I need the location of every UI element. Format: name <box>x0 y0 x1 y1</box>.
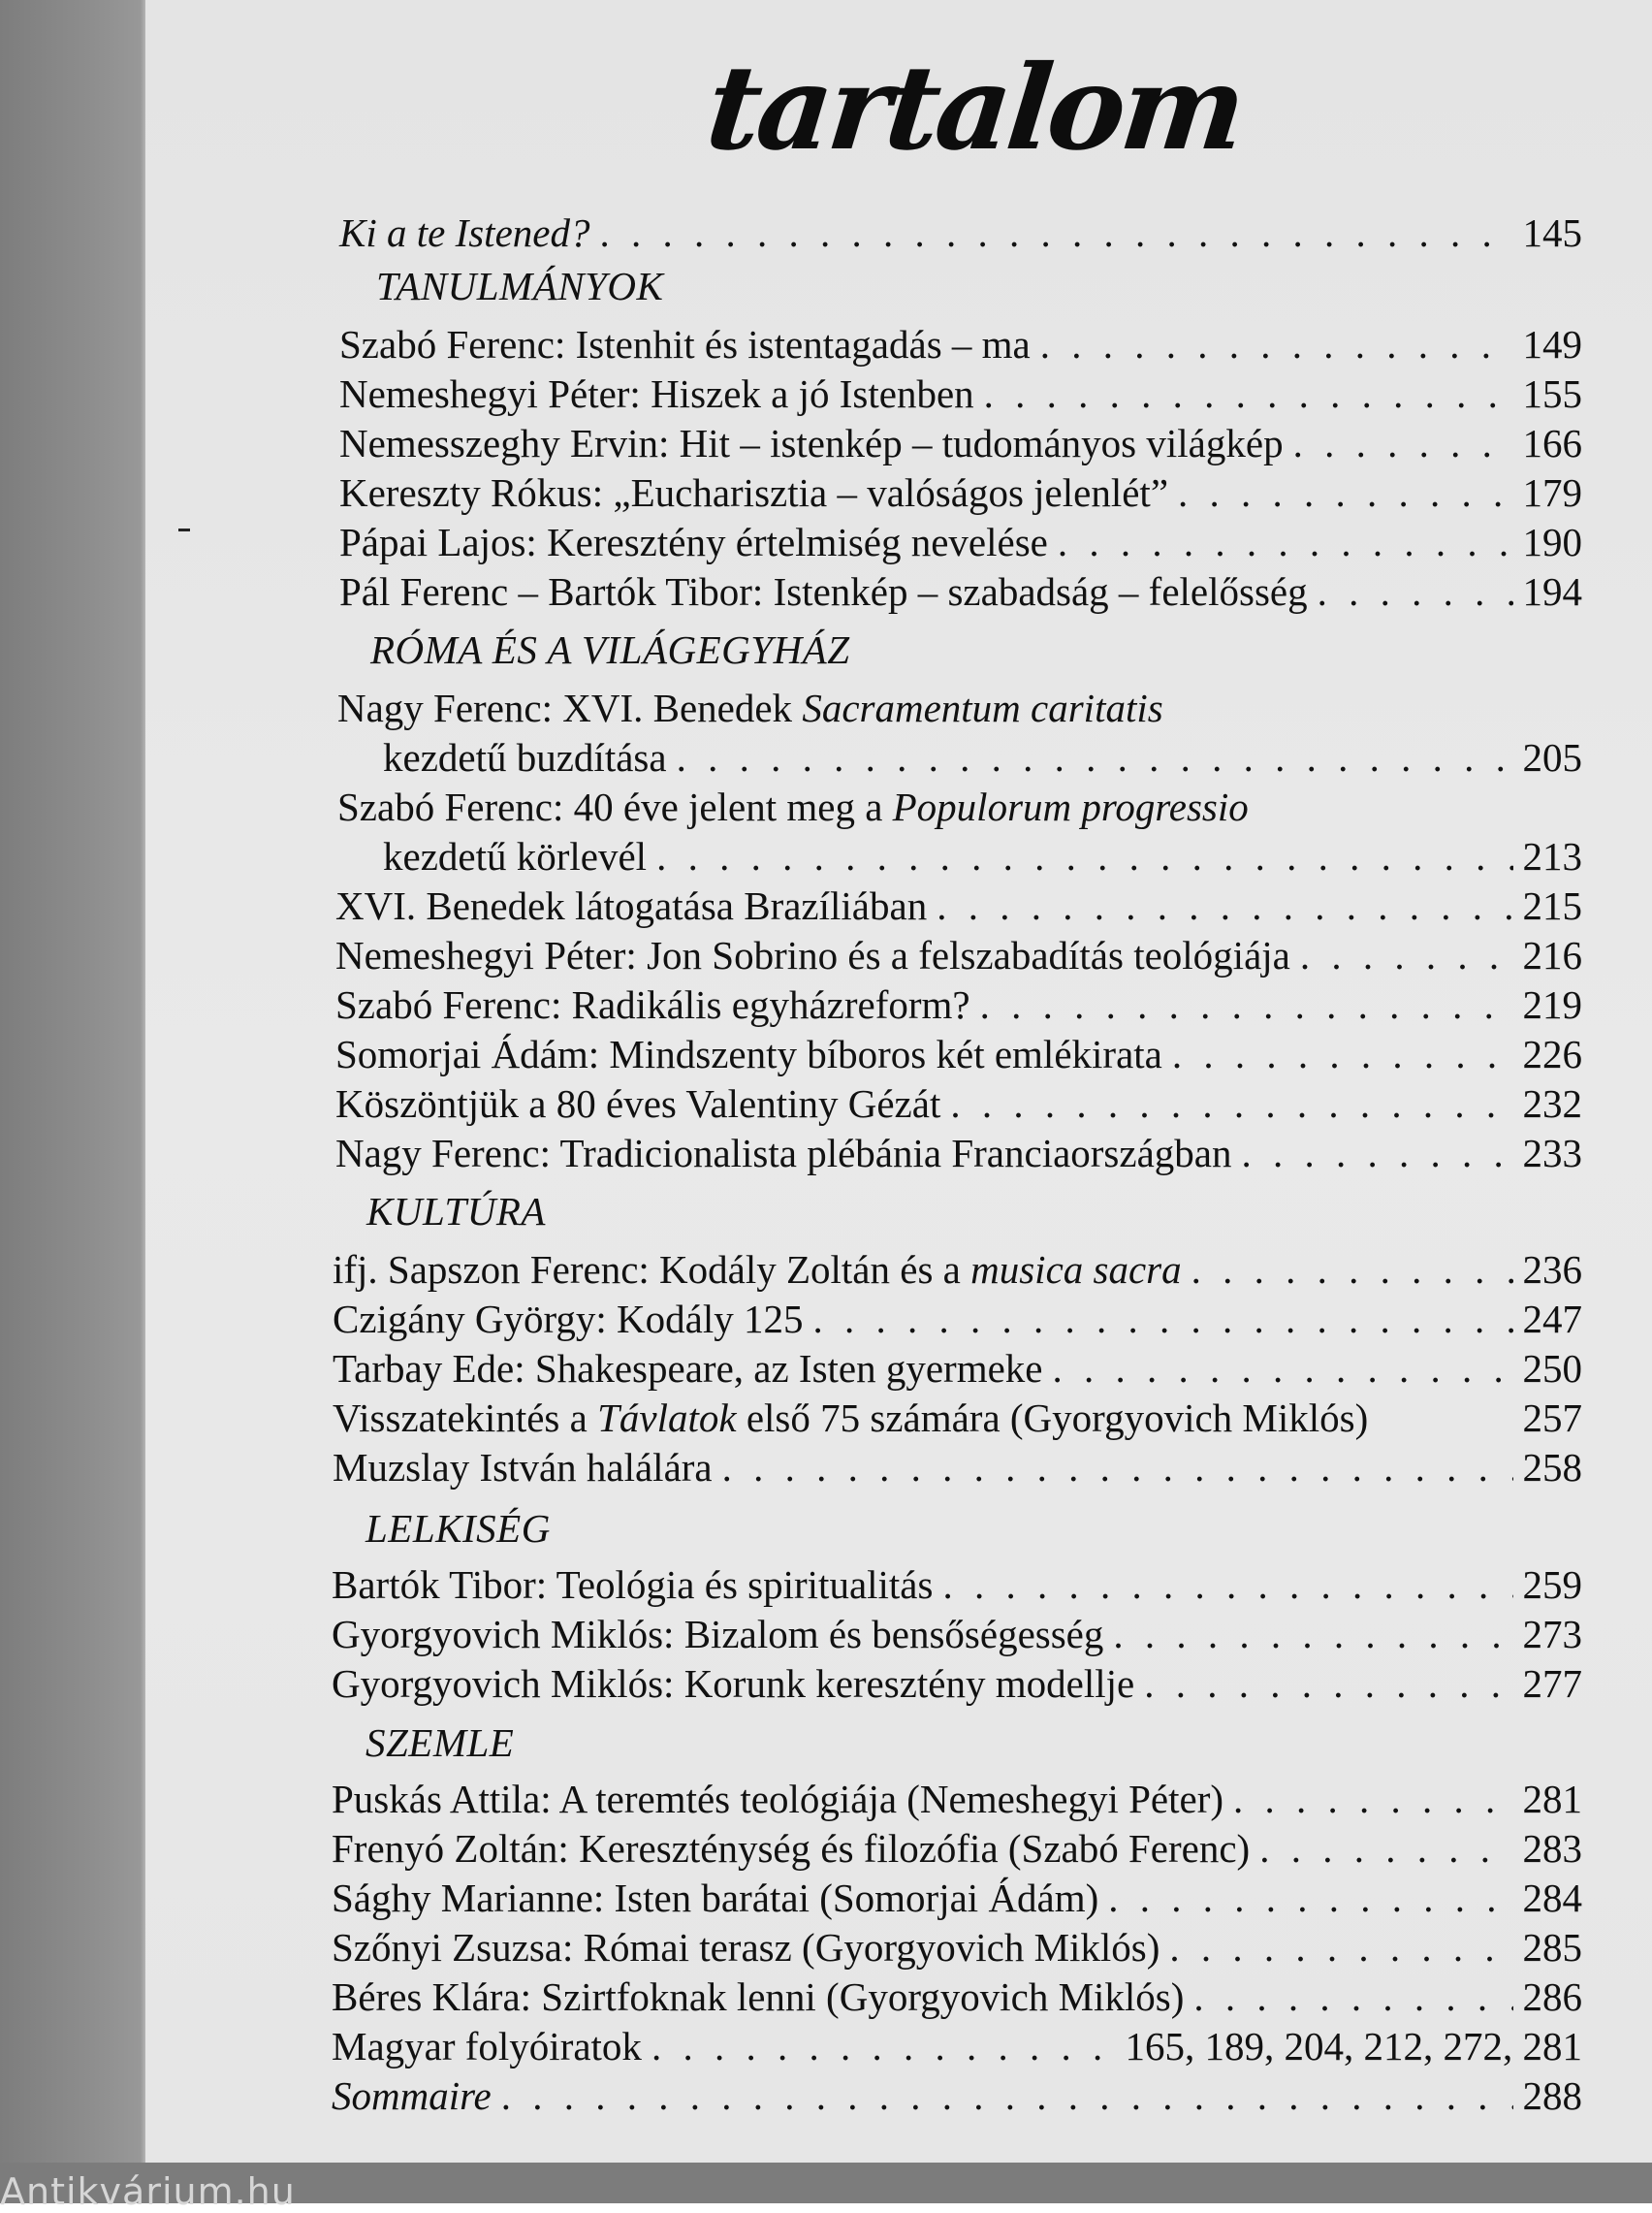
entry-title: Magyar folyóiratok <box>332 2024 642 2069</box>
page-title: tartalom <box>700 40 1249 176</box>
toc-entry[interactable] <box>332 2022 1582 2070</box>
entry-title-italic: musica sacra <box>970 1247 1182 1292</box>
entry-title-italic: Sacramentum caritatis <box>802 686 1163 730</box>
entry-page: 288 <box>1522 2073 1582 2118</box>
entry-page: 219 <box>1522 982 1582 1027</box>
entry-page: 247 <box>1522 1297 1582 1341</box>
entry-page: 149 <box>1522 322 1582 367</box>
dot-leader <box>651 2022 1116 2070</box>
dot-leader <box>1108 1874 1512 1922</box>
section-heading-kultura: KULTÚRA <box>366 1189 546 1234</box>
toc-entry[interactable] <box>332 1659 1582 1708</box>
entry-title: XVI. Benedek látogatása Brazíliában <box>335 883 928 928</box>
dot-leader <box>1193 1972 1512 2021</box>
entry-title: Frenyó Zoltán: Kereszténység és filozófia (Szabó Ferenc) <box>332 1826 1251 1871</box>
dot-leader <box>1300 931 1513 979</box>
entry-title: Somorjai Ádám: Mindszenty bíboros két emlékirata <box>335 1032 1162 1076</box>
section-heading-roma: RÓMA ÉS A VILÁGEGYHÁZ <box>370 627 850 672</box>
entry-title: Gyorgyovich Miklós: Bizalom és bensőségesség <box>332 1612 1104 1656</box>
entry-page: 283 <box>1522 1826 1582 1871</box>
entry-title-continued: kezdetű buzdítása <box>383 735 667 780</box>
toc-entry[interactable] <box>332 1560 1582 1609</box>
toc-entry[interactable] <box>339 320 1582 369</box>
entry-page: 285 <box>1522 1925 1582 1970</box>
section-heading-tanulmanyok: TANULMÁNYOK <box>376 264 664 308</box>
toc-entry[interactable] <box>339 468 1582 517</box>
entry-page: 166 <box>1522 421 1582 465</box>
toc-entry[interactable] <box>332 1874 1582 1922</box>
dot-leader <box>677 733 1513 782</box>
entry-title: Gyorgyovich Miklós: Korunk keresztény modellje <box>332 1661 1135 1706</box>
entry-title: Puskás Attila: A teremtés teológiája (Nemeshegyi Péter) <box>332 1777 1224 1821</box>
entry-title: Kereszty Rókus: „Eucharisztia – valóságos jelenlét” <box>339 470 1169 515</box>
entry-page: 216 <box>1522 933 1582 978</box>
toc-entry[interactable] <box>333 1394 1582 1442</box>
entry-title: Szabó Ferenc: Radikális egyházreform? <box>335 982 970 1027</box>
entry-page: 236 <box>1522 1247 1582 1292</box>
entry-title: Tarbay Ede: Shakespeare, az Isten gyermeke <box>333 1346 1043 1391</box>
dot-leader <box>722 1443 1513 1491</box>
entry-page: 281 <box>1522 1777 1582 1821</box>
dot-leader <box>1241 1129 1512 1177</box>
entry-page: 226 <box>1522 1032 1582 1076</box>
dot-leader <box>984 369 1513 418</box>
entry-title <box>333 1245 1182 1294</box>
dot-leader <box>937 882 1512 930</box>
toc-entry[interactable] <box>335 882 1582 930</box>
entry-page: 215 <box>1522 883 1582 928</box>
watermark-text: Antikvárium.hu <box>0 2170 296 2213</box>
toc-entry[interactable] <box>333 1295 1582 1343</box>
entry-page: 145 <box>1522 210 1582 255</box>
toc-entry[interactable] <box>332 1610 1582 1658</box>
dot-leader <box>942 1560 1512 1609</box>
dot-leader <box>1058 518 1513 566</box>
entry-title: Czigány György: Kodály 125 <box>333 1297 804 1341</box>
entry-title: Ki a te Istened? <box>339 210 590 255</box>
dot-leader <box>1259 1824 1512 1873</box>
entry-title-prefix: Szabó Ferenc: 40 éve jelent meg a <box>337 785 893 829</box>
toc-entry-line1[interactable] <box>337 684 1163 732</box>
dot-leader <box>1191 1245 1513 1294</box>
entry-page: 250 <box>1522 1346 1582 1391</box>
entry-page: 284 <box>1522 1876 1582 1920</box>
entry-title: Nagy Ferenc: Tradicionalista plébánia Franciaországban <box>335 1131 1232 1175</box>
entry-page: 213 <box>1522 834 1582 879</box>
toc-entry[interactable] <box>332 1824 1582 1873</box>
entry-title-prefix: ifj. Sapszon Ferenc: Kodály Zoltán és a <box>333 1247 971 1292</box>
toc-entry[interactable] <box>335 1129 1582 1177</box>
toc-entry[interactable] <box>383 733 1582 782</box>
entry-page: 205 <box>1522 735 1582 780</box>
entry-page: 257 <box>1522 1395 1582 1440</box>
toc-entry[interactable] <box>335 931 1582 979</box>
toc-entry[interactable] <box>339 518 1582 566</box>
entry-title: Pál Ferenc – Bartók Tibor: Istenkép – szabadság – felelősség <box>339 569 1308 614</box>
toc-entry[interactable] <box>383 832 1582 881</box>
dot-leader <box>656 832 1512 881</box>
toc-entry[interactable] <box>332 1775 1582 1823</box>
dot-leader <box>1053 1344 1513 1393</box>
toc-entry[interactable] <box>333 1344 1582 1393</box>
entry-title: Szabó Ferenc: Istenhit és istentagadás – ma <box>339 322 1031 367</box>
entry-page: 179 <box>1522 470 1582 515</box>
dot-leader <box>1040 320 1513 369</box>
entry-title-italic: Távlatok <box>597 1395 737 1440</box>
entry-title: Köszöntjük a 80 éves Valentiny Gézát <box>335 1081 941 1126</box>
dot-leader <box>980 980 1513 1029</box>
entry-title: Béres Klára: Szirtfoknak lenni (Gyorgyovich Miklós) <box>332 1974 1185 2019</box>
entry-page: 286 <box>1522 1974 1582 2019</box>
dot-leader <box>1172 1030 1513 1078</box>
toc-entry[interactable] <box>339 369 1582 418</box>
toc-entry[interactable] <box>333 1245 1582 1294</box>
dot-leader <box>1178 468 1512 517</box>
dot-leader <box>1113 1610 1512 1658</box>
toc-entry[interactable] <box>332 2071 1582 2120</box>
dot-leader <box>1169 1923 1512 1972</box>
toc-entry[interactable] <box>335 1079 1582 1128</box>
entry-title: Nemesszeghy Ervin: Hit – istenkép – tudományos világkép <box>339 421 1284 465</box>
entry-title: Szőnyi Zsuzsa: Római terasz (Gyorgyovich Miklós) <box>332 1925 1160 1970</box>
toc-entry-line1[interactable] <box>337 783 1249 831</box>
entry-title-prefix: Visszatekintés a <box>333 1395 598 1440</box>
entry-title: Sommaire <box>332 2073 492 2118</box>
dot-leader <box>950 1079 1512 1128</box>
dot-leader <box>1293 419 1513 467</box>
section-heading-lelkiseg: LELKISÉG <box>365 1506 551 1551</box>
toc-entry[interactable] <box>339 208 1582 257</box>
entry-page: 258 <box>1522 1445 1582 1490</box>
toc-entry[interactable] <box>339 419 1582 467</box>
entry-page: 194 <box>1522 569 1582 614</box>
toc-entry[interactable] <box>332 1923 1582 1972</box>
entry-title-suffix: első 75 számára (Gyorgyovich Miklós) <box>736 1395 1369 1440</box>
entry-title: Muzslay István halálára <box>333 1445 713 1490</box>
entry-title-continued: kezdetű körlevél <box>383 834 648 879</box>
dot-leader <box>813 1295 1513 1343</box>
entry-title: Sághy Marianne: Isten barátai (Somorjai Ádám) <box>332 1876 1099 1920</box>
entry-page: 155 <box>1522 371 1582 416</box>
entry-title: Bartók Tibor: Teológia és spiritualitás <box>332 1562 934 1607</box>
entry-title-italic: Populorum progressio <box>892 785 1249 829</box>
entry-page: 259 <box>1522 1562 1582 1607</box>
entry-page: 273 <box>1522 1612 1582 1656</box>
entry-page: 277 <box>1522 1661 1582 1706</box>
entry-page: 232 <box>1522 1081 1582 1126</box>
entry-title: Pápai Lajos: Keresztény értelmiség nevelése <box>339 520 1048 564</box>
entry-title-prefix: Nagy Ferenc: XVI. Benedek <box>337 686 803 730</box>
toc-entry[interactable] <box>335 1030 1582 1078</box>
section-heading-szemle: SZEMLE <box>365 1720 515 1765</box>
dot-leader <box>1318 567 1513 616</box>
entry-title: Nemeshegyi Péter: Jon Sobrino és a felszabadítás teológiája <box>335 933 1290 978</box>
toc-entry[interactable] <box>332 1972 1582 2021</box>
dot-leader <box>1144 1659 1512 1708</box>
entry-page: 190 <box>1522 520 1582 564</box>
entry-title: Nemeshegyi Péter: Hiszek a jó Istenben <box>339 371 974 416</box>
toc-entry[interactable] <box>335 980 1582 1029</box>
entry-title <box>333 1394 1368 1442</box>
dot-leader <box>1233 1775 1512 1823</box>
entry-page: 233 <box>1522 1131 1582 1175</box>
entry-page: 165, 189, 204, 212, 272, 281 <box>1125 2024 1582 2069</box>
toc-entry[interactable] <box>339 567 1582 616</box>
dot-leader <box>501 2071 1513 2120</box>
dot-leader <box>599 208 1512 257</box>
toc-entry[interactable] <box>333 1443 1582 1491</box>
